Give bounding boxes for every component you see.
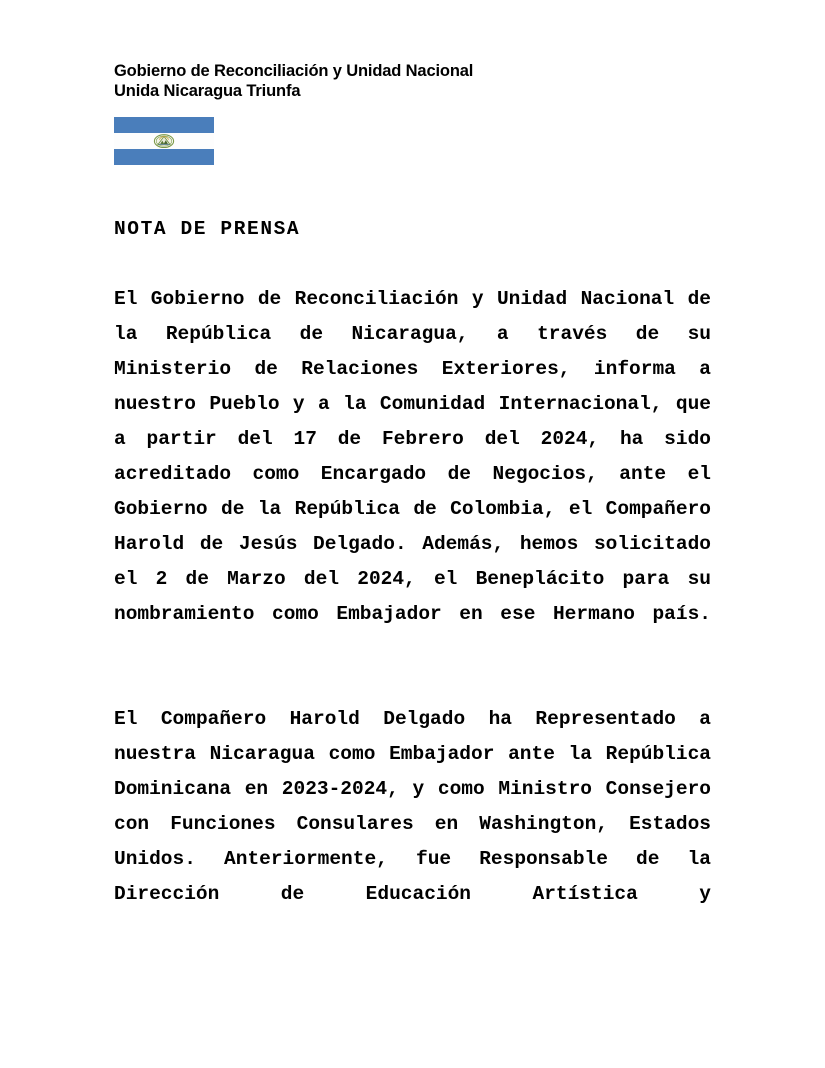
paragraph-1: El Gobierno de Reconciliación y Unidad Nacional de la República de Nicaragua, a través de su Ministerio de Relaciones Exteriores, informa a nuestro Pueblo y a la Comunidad Internacional, que a partir del 17 de Febrero del 2024, ha sido acreditado como Encargado de Negocios, ante el Gobierno de la República de Colombia, el Compañero Harold de Jesús Delgado. Además, hemos solicitado el 2 de Marzo del 2024, el Beneplácito para su nombramiento como Embajador en ese Hermano país. bbox=[114, 288, 711, 625]
flag-band-middle bbox=[114, 133, 214, 149]
letterhead bbox=[114, 62, 734, 101]
flag-band-top bbox=[114, 117, 214, 133]
document-title: NOTA DE PRENSA bbox=[114, 218, 301, 240]
nicaragua-coat-of-arms-icon bbox=[153, 133, 175, 148]
letterhead-line-2: Unida Nicaragua Triunfa bbox=[114, 81, 301, 100]
nicaragua-flag-icon bbox=[114, 117, 214, 165]
paragraph-2: El Compañero Harold Delgado ha Representado a nuestra Nicaragua como Embajador ante la República Dominicana en 2023-2024, y como Ministro Consejero con Funciones Consulares en Washington, Estados Unidos. Anteriormente, fue Responsable de la Dirección de Educación Artística y bbox=[114, 708, 711, 905]
flag-band-bottom bbox=[114, 149, 214, 165]
document-body bbox=[114, 212, 711, 947]
letterhead-line-1: Gobierno de Reconciliación y Unidad Nacional bbox=[114, 62, 474, 80]
